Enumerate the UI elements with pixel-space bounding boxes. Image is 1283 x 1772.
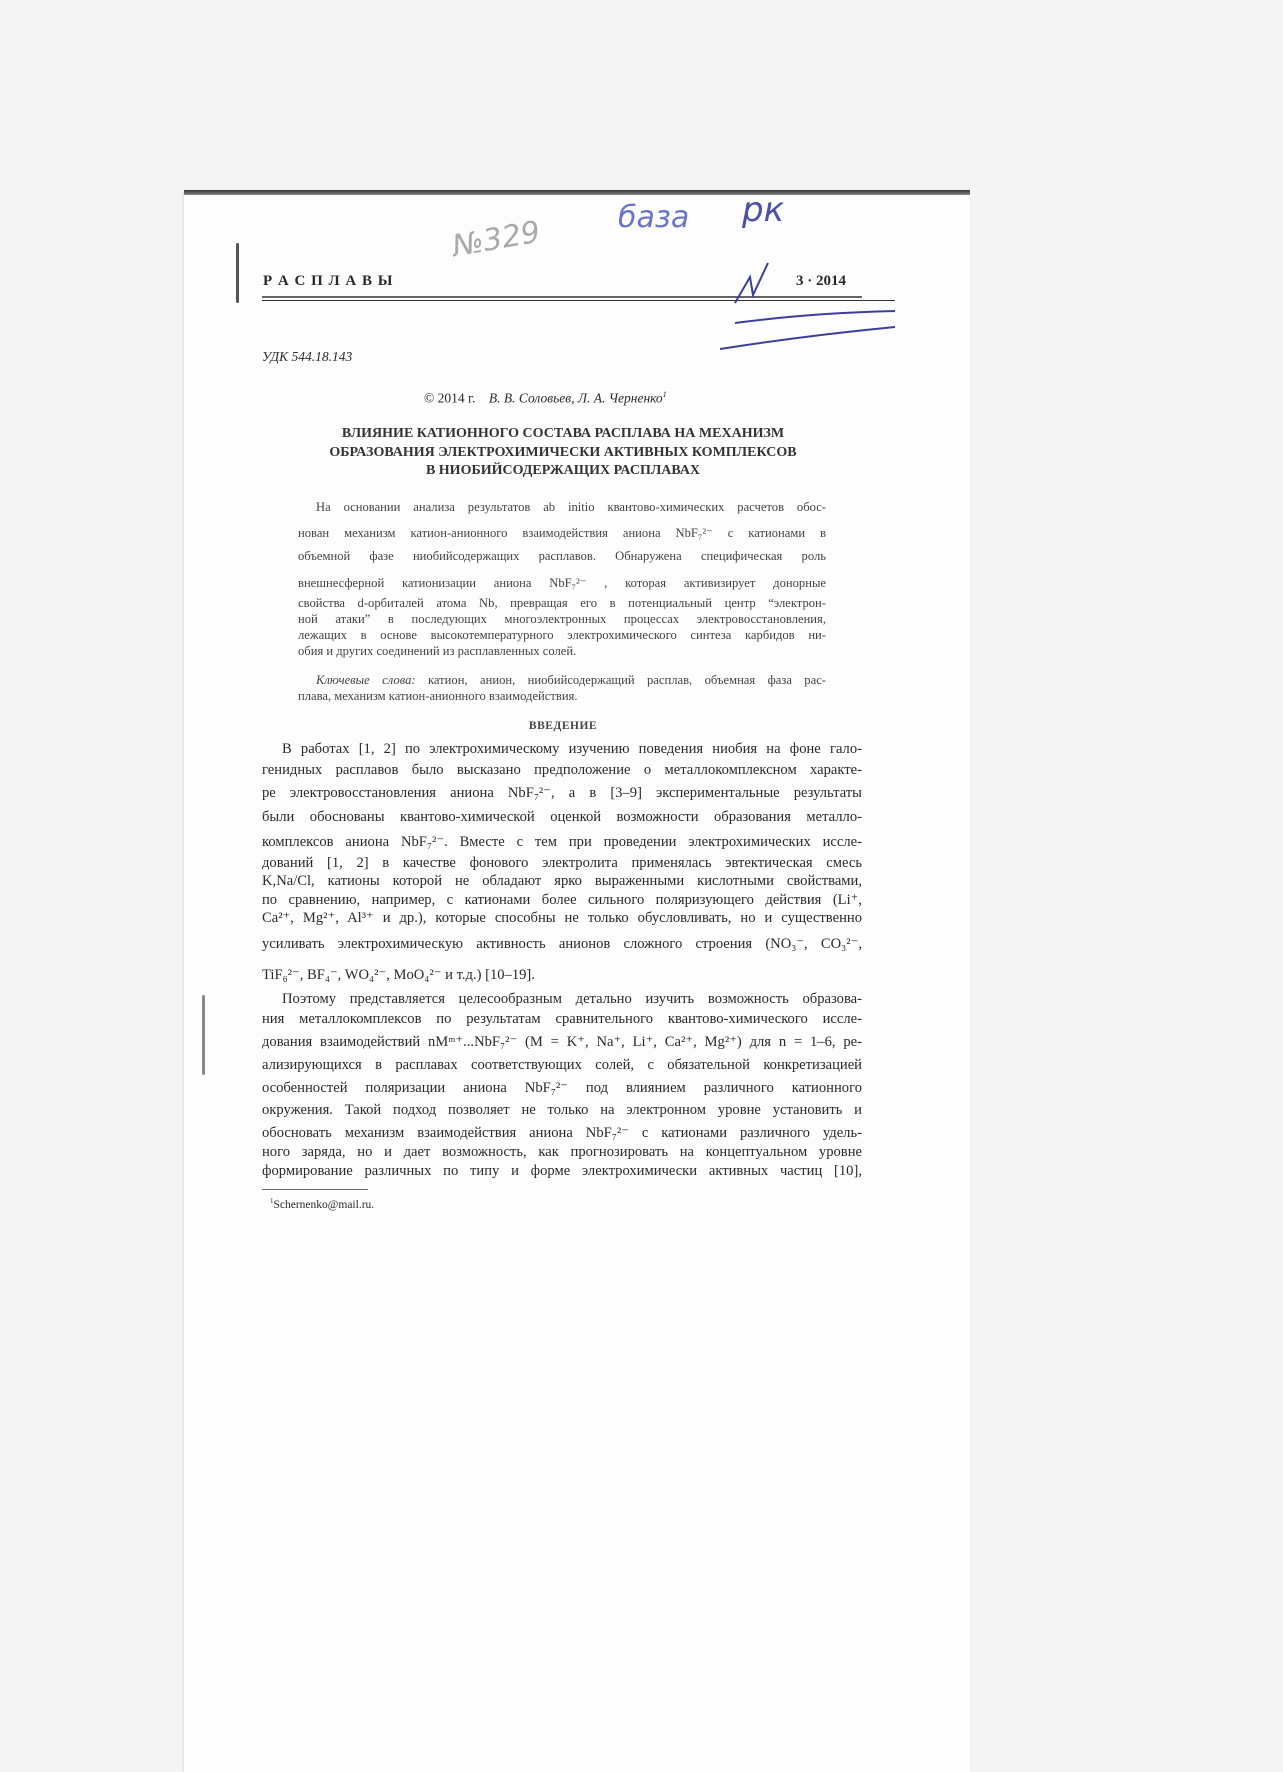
footnote-mark: 1 [662,390,667,399]
footnote-email: Schernenko@mail.ru. [273,1198,375,1211]
footnote-rule [262,1189,368,1190]
title-line: ВЛИЯНИЕ КАТИОННОГО СОСТАВА РАСПЛАВА НА МЕХАНИЗМ [341,426,785,441]
body-line: Поэтому представляется целесообразным детально изучить возможность образова- [282,991,862,1007]
footnote-mark: 1 [270,1197,274,1205]
body-line: комплексов аниона NbF₇²⁻. Вместе с тем при проведении электрохимических иссле- [262,834,862,850]
title-line: ОБРАЗОВАНИЯ ЭЛЕКТРОХИМИЧЕСКИ АКТИВНЫХ КОМПЛЕКСОВ [329,444,797,460]
footnote [270,1197,374,1211]
body-line: ного заряда, но и дает возможность, как прогнозировать на концептуальном уровне [262,1144,862,1160]
byline [424,390,667,407]
body-line: были обоснованы квантово-химической оценкой возможности образования металло- [262,809,862,825]
margin-mark [236,243,239,303]
abstract-line: На основании анализа результатов ab initio квантово-химических расчетов обос- [316,500,826,514]
authors: В. В. Соловьев, Л. А. Черненко [488,390,663,406]
issue-number: 3 · 2014 [796,273,847,289]
body-line: Ca²⁺, Mg²⁺, Al³⁺ и др.), которые способны не только обусловливать, но и существенно [262,910,862,926]
abstract-line: обия и других соединений из расплавленных солей. [298,644,577,658]
handwritten-number: №329 [449,214,543,265]
keywords-text: катион, анион, ниобийсодержащий расплав, объемная фаза рас- [427,673,826,687]
journal-name: Р А С П Л А В Ы [263,273,394,289]
abstract-line: ной атаки” в последующих многоэлектронных процессах электровосстановления, [298,612,826,626]
abstract-line: нован механизм катион-анионного взаимодействия аниона NbF₇²⁻ с катионами в [298,526,826,540]
body-line: особенностей поляризации аниона NbF₇²⁻ под влиянием различного катионного [262,1080,862,1096]
margin-mark [202,995,205,1075]
abstract-line: свойства d-орбиталей атома Nb, превращая его в потенциальный центр “электрон- [298,596,826,610]
section-heading: ВВЕДЕНИЕ [528,720,598,732]
body-line: В работах [1, 2] по электрохимическому изучению поведения ниобия на фоне гало- [282,741,862,757]
body-line: усиливать электрохимическую активность анионов сложного строения (NO₃⁻, CO₃²⁻, [262,936,862,952]
handwritten-note: рк [742,190,785,230]
keywords-line: плава, механизм катион-анионного взаимодействия. [298,689,578,703]
body-line: дования взаимодействий nMᵐ⁺...NbF₇²⁻ (M = K⁺, Na⁺, Li⁺, Ca²⁺, Mg²⁺) для n = 1–6, ре- [262,1034,862,1050]
copyright: © 2014 г. [424,390,476,406]
body-line: ния металлокомплексов по результатам сравнительного квантово-химического иссле- [262,1011,862,1027]
body-line: ре электровосстановления аниона NbF₇²⁻, а в [3–9] экспериментальные результаты [262,785,862,801]
abstract-line: внешнесферной катионизации аниона NbF₇²⁻ , которая активизирует донорные [298,576,826,590]
body-line: окружения. Такой подход позволяет не только на электронном уровне установить и [262,1102,862,1118]
article-title [262,425,864,481]
page-top-edge [184,190,970,195]
body-line: ализирующихся в расплавах соответствующих солей, с обязательной конкретизацией [262,1057,862,1073]
body-line: формирование различных по типу и форме электрохимически активных частиц [10], [262,1163,862,1179]
keywords-line [316,673,826,688]
title-line: В НИОБИЙСОДЕРЖАЩИХ РАСПЛАВАХ [425,463,701,478]
body-line: TiF₆²⁻, BF₄⁻, WO₄²⁻, MoO₄²⁻ и т.д.) [10–19]. [262,967,535,983]
body-line: по сравнению, например, с катионами более сильного поляризующего действия (Li⁺, [262,892,862,908]
body-line: обосновать механизм взаимодействия аниона NbF₇²⁻ с катионами различного удель- [262,1125,862,1141]
body-line: дований [1, 2] в качестве фонового электролита применялась эвтектическая смесь [262,855,862,871]
keywords-label: Ключевые слова: [316,673,416,687]
body-line: K,Na/Cl, катионы которой не обладают ярко выраженными кислотными свойствами, [262,873,862,889]
udk-code: УДК 544.18.143 [262,349,353,364]
handwritten-note: база [618,200,690,235]
header-rules-and-pen-marks [250,255,910,355]
body-line: генидных расплавов было высказано предположение о металлокомплексном характе- [262,762,862,778]
abstract-line: лежащих в основе высокотемпературного электрохимического синтеза карбидов ни- [298,628,826,642]
abstract-line: объемной фазе ниобийсодержащих расплавов. Обнаружена специфическая роль [298,549,826,563]
